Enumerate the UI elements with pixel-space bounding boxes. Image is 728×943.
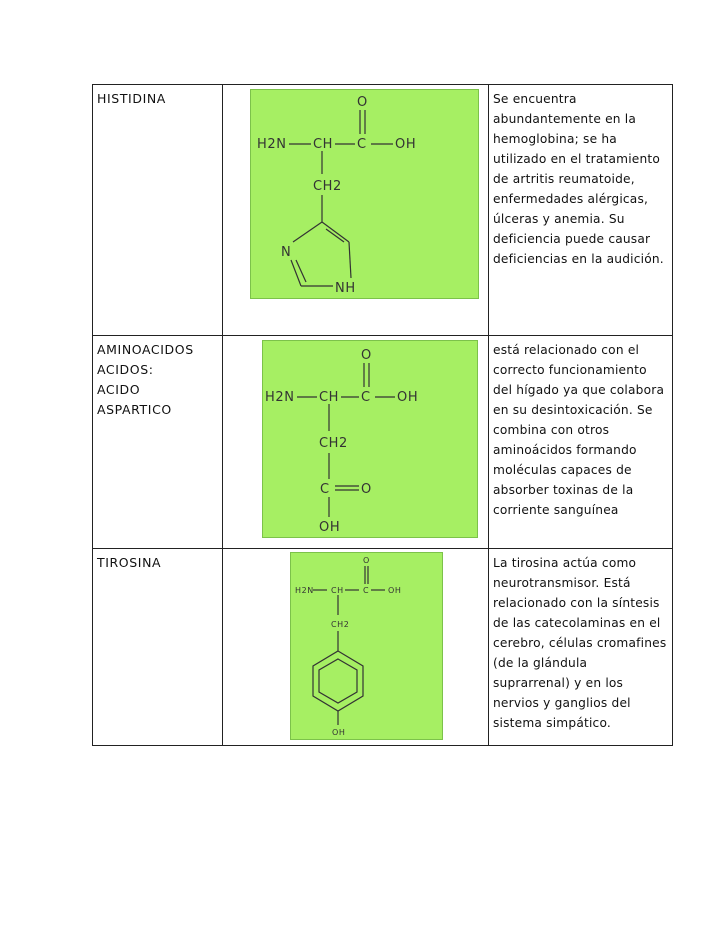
bond [291,260,301,286]
tyrosine-structure-diagram [291,553,442,739]
atom-label: OH [395,137,417,152]
aspartic-acid-structure-image [262,340,478,538]
amino-acid-name-cell [93,85,223,336]
histidine-structure-diagram [251,90,478,298]
bond [322,222,349,242]
atom-label: OH [397,390,419,405]
amino-acid-table [92,84,673,746]
atom-label: C [357,137,367,152]
atom-label: N [281,245,292,260]
atom-label: H2N [265,390,295,405]
bond [349,242,351,278]
atom-label: OH [319,520,341,535]
atom-label: CH [331,586,344,595]
atom-label: O [361,348,372,363]
amino-acid-name-line: ACIDO [97,382,141,397]
atom-label: OH [332,728,346,737]
table-row-acido-aspartico [93,336,673,549]
atom-label: H2N [257,137,287,152]
amino-acid-name-line: ASPARTICO [97,402,172,417]
atom-label: O [357,95,368,110]
structure-cell [223,336,489,549]
amino-acid-name: TIROSINA [97,555,162,570]
atom-label: O [361,482,372,497]
atom-label: O [363,556,370,565]
structure-cell [223,549,489,746]
table-row-histidina [93,85,673,336]
histidine-structure-image [250,89,479,299]
atom-label: CH2 [331,620,350,629]
atom-label: CH2 [313,179,342,194]
amino-acid-name-line: ACIDOS: [97,362,154,377]
aspartic-acid-structure-diagram [263,341,477,537]
amino-acid-name-cell [93,549,223,746]
structure-cell [223,85,489,336]
bond [293,222,322,242]
benzene-ring-inner [319,659,357,703]
benzene-ring [313,651,363,711]
bond [296,260,306,282]
atom-label: C [320,482,330,497]
atom-label: CH2 [319,436,348,451]
atom-label: C [363,586,370,595]
amino-acid-name-line: AMINOACIDOS [97,342,194,357]
amino-acid-name: HISTIDINA [97,91,166,106]
tyrosine-structure-image [290,552,443,740]
atom-label: C [361,390,371,405]
description-cell: está relacionado con el correcto funcionamiento del hígado ya que colabora en su desintoxicación. Se combina con otros aminoácidos formando moléculas capaces de absorber toxinas de la corriente sanguínea [489,336,673,549]
atom-label: NH [335,281,356,296]
atom-label: CH [319,390,340,405]
description-cell: Se encuentra abundantemente en la hemoglobina; se ha utilizado en el tratamiento de artritis reumatoide, enfermedades alérgicas, úlceras y anemia. Su deficiencia puede causar deficiencias en la audición. [489,85,673,336]
atom-label: OH [388,586,402,595]
atom-label: CH [313,137,334,152]
amino-acid-name-cell [93,336,223,549]
table-row-tirosina [93,549,673,746]
atom-label: H2N [295,586,314,595]
description-cell: La tirosina actúa como neurotransmisor. Está relacionado con la síntesis de las catecolaminas en el cerebro, células cromafines (de la glándula suprarrenal) y en los nervios y ganglios del sistema simpático. [489,549,673,746]
